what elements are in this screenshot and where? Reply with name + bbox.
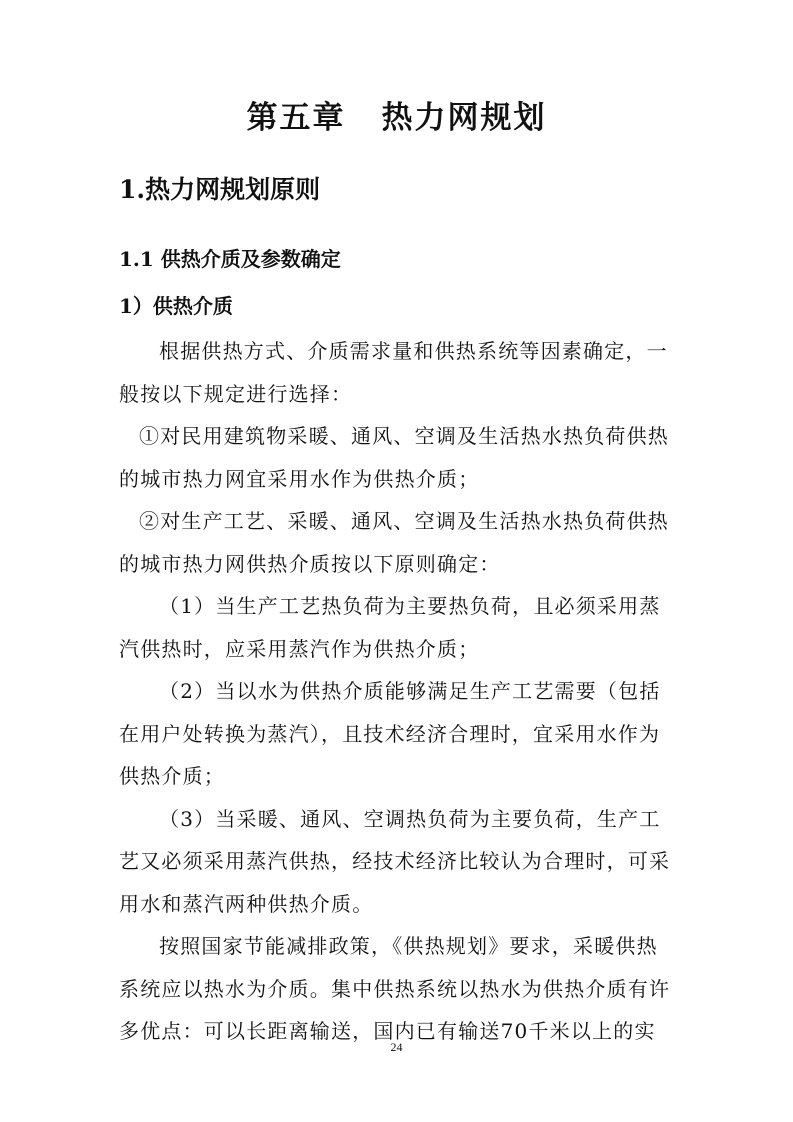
section-heading: 1.热力网规划原则 (119, 175, 321, 204)
chapter-title (0, 92, 793, 137)
paragraph: 按照国家节能减排政策，《供热规划》要求，采暖供热系统应以热水为介质。集中供热系统以热水为供热介质有许多优点：可以长距离输送，国内已有输送70千米以上的实 (119, 934, 671, 1043)
paragraph: （2）当以水为供热介质能够满足生产工艺需要（包括在用户处转换为蒸汽），且技术经济合理时，宜采用水作为供热介质； (119, 679, 661, 788)
paragraph: （1）当生产工艺热负荷为主要热负荷，且必须采用蒸汽供热时，应采用蒸汽作为供热介质； (119, 594, 661, 661)
paragraph: （3）当采暖、通风、空调热负荷为主要负荷，生产工艺又必须采用蒸汽供热，经技术经济比较认为合理时，可采用水和蒸汽两种供热介质。 (119, 806, 671, 916)
page-number: 24 (390, 1040, 403, 1054)
body-text (119, 330, 675, 1053)
sub-subsection-heading: 1）供热介质 (119, 294, 233, 318)
chapter-number: 第五章 (246, 100, 346, 136)
paragraph: ①对民用建筑物采暖、通风、空调及生活热水热负荷供热的城市热力网宜采用水作为供热介质； (119, 424, 669, 491)
paragraph: 根据供热方式、介质需求量和供热系统等因素确定，一般按以下规定进行选择： (119, 339, 668, 406)
chapter-name: 热力网规划 (381, 100, 547, 136)
subsection-heading: 1.1 供热介质及参数确定 (119, 247, 341, 271)
paragraph: ②对生产工艺、采暖、通风、空调及生活热水热负荷供热的城市热力网供热介质按以下原则确定： (119, 509, 669, 576)
